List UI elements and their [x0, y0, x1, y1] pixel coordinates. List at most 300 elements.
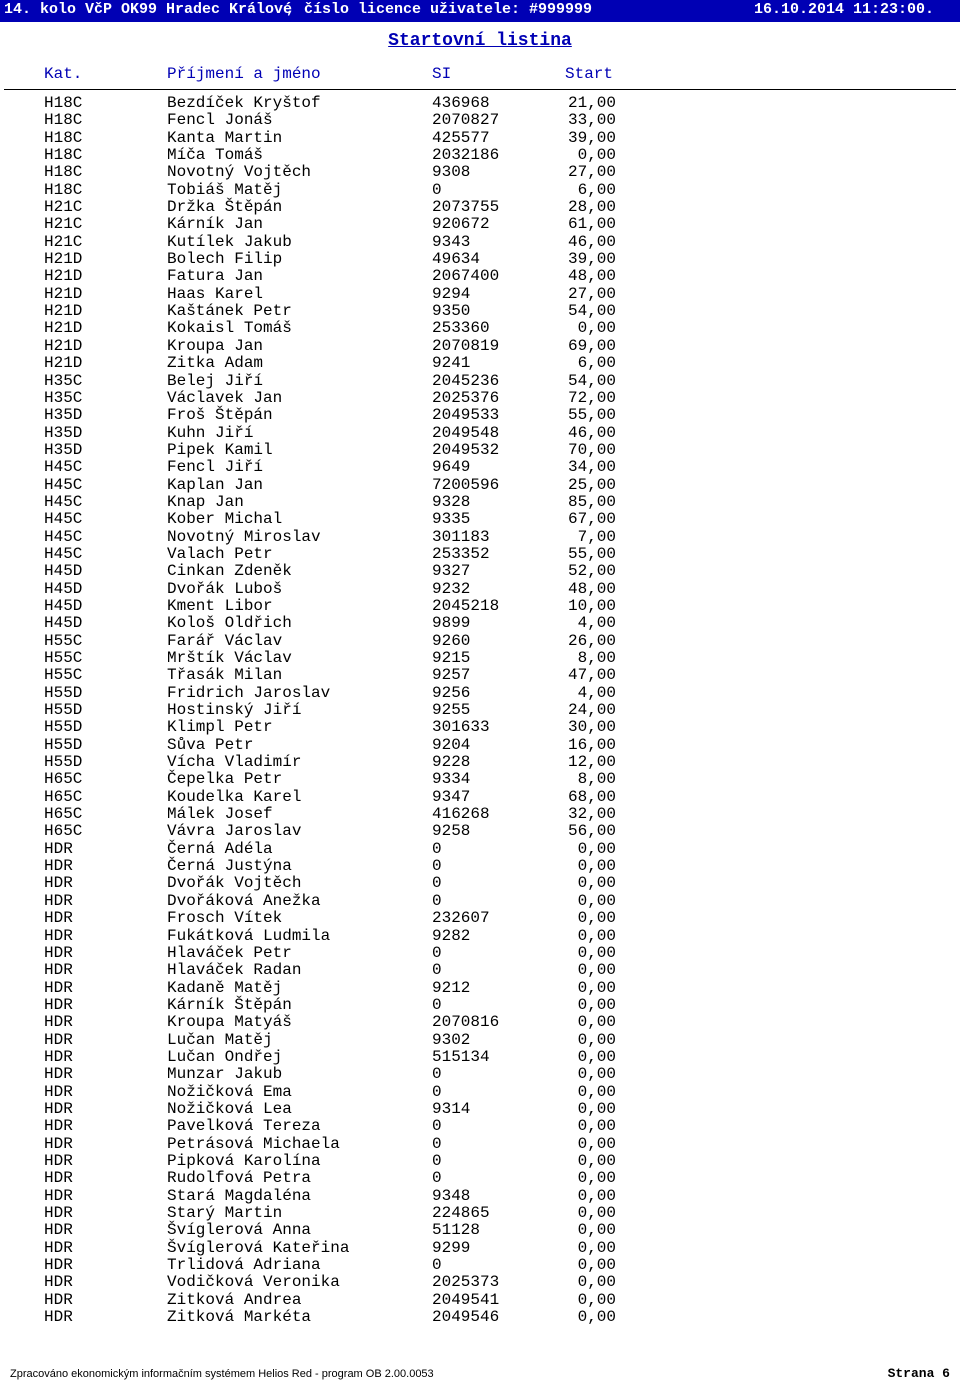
table-row: [0, 980, 960, 997]
table-row: [0, 320, 960, 337]
row-category: HDR: [44, 1030, 73, 1049]
row-start: 39,00: [567, 250, 616, 269]
table-row: [0, 1101, 960, 1118]
row-name: Novotný Vojtěch: [167, 163, 312, 182]
row-name: Kroupa Matyáš: [167, 1013, 292, 1032]
table-row: [0, 997, 960, 1014]
row-start: 0,00: [577, 909, 616, 928]
row-si: 2025376: [432, 388, 500, 407]
table-row: [0, 425, 960, 442]
row-start: 32,00: [567, 805, 616, 824]
row-si: 51128: [432, 1221, 481, 1240]
row-start: 70,00: [567, 440, 616, 459]
row-start: 0,00: [577, 1169, 616, 1188]
row-si: 9350: [432, 302, 471, 321]
column-header-name: Příjmení a jméno: [167, 65, 321, 83]
row-name: Kroupa Jan: [167, 336, 264, 355]
row-name: Trlidová Adriana: [167, 1256, 321, 1275]
row-si: 9334: [432, 770, 471, 789]
row-start: 0,00: [577, 1013, 616, 1032]
row-name: Rudolfová Petra: [167, 1169, 312, 1188]
row-si: 2045236: [432, 371, 500, 390]
table-row: [0, 1153, 960, 1170]
table-row: [0, 1274, 960, 1291]
event-name: 14. kolo VčP OK99 Hradec Králové: [4, 1, 293, 18]
row-si: 0: [432, 1082, 442, 1101]
row-si: 2067400: [432, 267, 500, 286]
table-row: [0, 841, 960, 858]
table-row: [0, 806, 960, 823]
row-start: 39,00: [567, 128, 616, 147]
row-name: Dvořák Luboš: [167, 579, 283, 598]
row-category: H45C: [44, 458, 83, 477]
table-row: [0, 95, 960, 112]
table-row: [0, 1049, 960, 1066]
row-name: Fridrich Jaroslav: [167, 683, 331, 702]
row-category: H18C: [44, 180, 83, 199]
row-start: 67,00: [567, 510, 616, 529]
table-row: [0, 1118, 960, 1135]
row-si: 9294: [432, 284, 471, 303]
row-start: 56,00: [567, 822, 616, 841]
row-si: 0: [432, 995, 442, 1014]
row-name: Dvořáková Anežka: [167, 891, 321, 910]
row-name: Fatura Jan: [167, 267, 264, 286]
row-name: Zitková Markéta: [167, 1308, 312, 1327]
table-row: [0, 771, 960, 788]
row-name: Nožičková Ema: [167, 1082, 292, 1101]
row-category: HDR: [44, 1256, 73, 1275]
row-category: H55C: [44, 649, 83, 667]
row-name: Kokaisl Tomáš: [167, 319, 292, 338]
row-start: 72,00: [567, 388, 616, 407]
row-start: 0,00: [577, 839, 616, 858]
row-name: Belej Jiří: [167, 371, 264, 390]
table-row: [0, 962, 960, 979]
report-header-bar: [0, 0, 960, 22]
row-name: Míča Tomáš: [167, 146, 264, 165]
row-si: 232607: [432, 909, 490, 928]
table-row: [0, 459, 960, 476]
row-start: 0,00: [577, 1099, 616, 1118]
row-start: 68,00: [567, 787, 616, 806]
row-si: 0: [432, 1151, 442, 1170]
row-start: 28,00: [567, 198, 616, 217]
row-si: 9343: [432, 232, 471, 251]
table-row: [0, 1032, 960, 1049]
row-name: Kuhn Jiří: [167, 423, 254, 442]
table-row: [0, 633, 960, 650]
row-category: HDR: [44, 1134, 73, 1153]
row-category: H55D: [44, 718, 83, 737]
row-start: 48,00: [567, 267, 616, 286]
row-start: 0,00: [577, 1082, 616, 1101]
row-si: 0: [432, 180, 442, 199]
row-name: Bezdíček Kryštof: [167, 94, 321, 112]
row-category: HDR: [44, 1151, 73, 1170]
row-category: H18C: [44, 111, 83, 130]
row-category: HDR: [44, 857, 73, 876]
row-si: 9282: [432, 926, 471, 945]
row-name: Málek Josef: [167, 805, 273, 824]
row-start: 12,00: [567, 753, 616, 772]
row-category: H21C: [44, 232, 83, 251]
table-row: [0, 910, 960, 927]
row-si: 2045218: [432, 596, 500, 615]
row-si: 9299: [432, 1238, 471, 1257]
row-start: 55,00: [567, 406, 616, 425]
table-row: [0, 355, 960, 372]
row-start: 0,00: [577, 319, 616, 338]
row-start: 0,00: [577, 1273, 616, 1292]
row-start: 48,00: [567, 579, 616, 598]
row-category: HDR: [44, 1221, 73, 1240]
table-row: [0, 303, 960, 320]
row-start: 0,00: [577, 1186, 616, 1205]
table-row: [0, 685, 960, 702]
row-si: 2070819: [432, 336, 500, 355]
row-category: HDR: [44, 978, 73, 997]
row-si: 9215: [432, 649, 471, 667]
row-name: Kadaně Matěj: [167, 978, 283, 997]
table-row: [0, 216, 960, 233]
table-row: [0, 1222, 960, 1239]
row-category: H55D: [44, 735, 83, 754]
row-category: HDR: [44, 1099, 73, 1118]
row-si: 9257: [432, 666, 471, 685]
row-name: Kment Libor: [167, 596, 273, 615]
row-category: HDR: [44, 1082, 73, 1101]
row-name: Kološ Oldřich: [167, 614, 292, 633]
row-start: 0,00: [577, 1204, 616, 1222]
row-start: 25,00: [567, 475, 616, 494]
row-name: Vodičková Veronika: [167, 1273, 340, 1292]
table-row: [0, 702, 960, 719]
row-start: 34,00: [567, 458, 616, 477]
row-category: HDR: [44, 874, 73, 893]
row-category: H45D: [44, 579, 83, 598]
row-si: 2032186: [432, 146, 500, 165]
row-name: Fukátková Ludmila: [167, 926, 331, 945]
row-category: HDR: [44, 839, 73, 858]
table-row: [0, 407, 960, 424]
row-start: 33,00: [567, 111, 616, 130]
table-row: [0, 182, 960, 199]
row-start: 4,00: [577, 683, 616, 702]
row-start: 8,00: [577, 770, 616, 789]
page-title: Startovní listina: [388, 31, 572, 51]
row-category: H21C: [44, 215, 83, 234]
row-si: 0: [432, 839, 442, 858]
row-name: Koudelka Karel: [167, 787, 302, 806]
table-row: [0, 928, 960, 945]
row-category: H55D: [44, 753, 83, 772]
row-start: 0,00: [577, 1308, 616, 1327]
row-name: Knap Jan: [167, 492, 244, 511]
row-category: H18C: [44, 146, 83, 165]
row-si: 0: [432, 1065, 442, 1084]
row-si: 2049546: [432, 1308, 500, 1327]
row-si: 9335: [432, 510, 471, 529]
row-start: 0,00: [577, 146, 616, 165]
row-si: 9258: [432, 822, 471, 841]
column-header-category: Kat.: [44, 65, 83, 83]
row-start: 8,00: [577, 649, 616, 667]
row-si: 2025373: [432, 1273, 500, 1292]
row-name: Hlaváček Petr: [167, 943, 292, 962]
row-si: 9649: [432, 458, 471, 477]
row-start: 0,00: [577, 1047, 616, 1066]
table-row: [0, 615, 960, 632]
row-start: 7,00: [577, 527, 616, 546]
row-si: 2070816: [432, 1013, 500, 1032]
row-category: H21D: [44, 302, 83, 321]
table-row: [0, 667, 960, 684]
table-row: [0, 875, 960, 892]
row-name: Kaštánek Petr: [167, 302, 292, 321]
row-name: Munzar Jakub: [167, 1065, 283, 1084]
row-name: Petrásová Michaela: [167, 1134, 340, 1153]
row-start: 0,00: [577, 1151, 616, 1170]
row-category: H45C: [44, 492, 83, 511]
row-name: Haas Karel: [167, 284, 264, 303]
row-start: 0,00: [577, 891, 616, 910]
row-name: Třasák Milan: [167, 666, 283, 685]
row-start: 52,00: [567, 562, 616, 581]
row-si: 0: [432, 943, 442, 962]
row-si: 0: [432, 1256, 442, 1275]
row-name: Pipek Kamil: [167, 440, 273, 459]
row-si: 9212: [432, 978, 471, 997]
row-si: 9328: [432, 492, 471, 511]
row-si: 9347: [432, 787, 471, 806]
table-row: [0, 1014, 960, 1031]
table-row: [0, 234, 960, 251]
row-category: HDR: [44, 1273, 73, 1292]
row-category: H65C: [44, 805, 83, 824]
row-name: Držka Štěpán: [167, 198, 283, 217]
row-start: 0,00: [577, 1238, 616, 1257]
row-name: Froš Štěpán: [167, 406, 273, 425]
table-row: [0, 199, 960, 216]
row-name: Švíglerová Kateřina: [167, 1238, 350, 1257]
row-category: HDR: [44, 891, 73, 910]
row-si: 2073755: [432, 198, 500, 217]
row-start: 0,00: [577, 926, 616, 945]
row-name: Kutílek Jakub: [167, 232, 292, 251]
row-si: 920672: [432, 215, 490, 234]
row-start: 46,00: [567, 423, 616, 442]
row-start: 21,00: [567, 94, 616, 112]
row-category: H35D: [44, 440, 83, 459]
table-row: [0, 737, 960, 754]
table-row: [0, 390, 960, 407]
row-start: 0,00: [577, 1134, 616, 1153]
row-si: 301183: [432, 527, 490, 546]
row-start: 27,00: [567, 163, 616, 182]
row-si: 9228: [432, 753, 471, 772]
row-name: Hlaváček Radan: [167, 961, 302, 980]
table-row: [0, 823, 960, 840]
row-category: H65C: [44, 822, 83, 841]
row-category: HDR: [44, 909, 73, 928]
row-si: 224865: [432, 1204, 490, 1222]
row-category: H55D: [44, 701, 83, 720]
row-name: Černá Adéla: [167, 839, 273, 858]
row-category: HDR: [44, 1186, 73, 1205]
table-row: [0, 719, 960, 736]
row-si: 9308: [432, 163, 471, 182]
row-category: H35D: [44, 423, 83, 442]
row-name: Dvořák Vojtěch: [167, 874, 302, 893]
table-row: [0, 130, 960, 147]
table-row: [0, 373, 960, 390]
row-start: 0,00: [577, 1256, 616, 1275]
row-start: 0,00: [577, 1030, 616, 1049]
row-category: H21D: [44, 267, 83, 286]
table-row: [0, 945, 960, 962]
row-si: 0: [432, 874, 442, 893]
row-si: 9241: [432, 354, 471, 373]
table-row: [0, 338, 960, 355]
row-start: 0,00: [577, 1065, 616, 1084]
page-number: Strana 6: [887, 1366, 950, 1381]
table-row: [0, 112, 960, 129]
table-row: [0, 754, 960, 771]
row-name: Vícha Vladimír: [167, 753, 302, 772]
row-category: HDR: [44, 1308, 73, 1327]
row-si: 253360: [432, 319, 490, 338]
row-name: Lučan Ondřej: [167, 1047, 283, 1066]
row-name: Nožičková Lea: [167, 1099, 292, 1118]
table-row: [0, 147, 960, 164]
row-name: Klimpl Petr: [167, 718, 273, 737]
row-si: 9260: [432, 631, 471, 650]
row-category: H45D: [44, 596, 83, 615]
row-start: 30,00: [567, 718, 616, 737]
row-si: 9204: [432, 735, 471, 754]
row-si: 0: [432, 1169, 442, 1188]
row-name: Valach Petr: [167, 544, 273, 563]
start-list-table: [0, 95, 960, 1326]
row-si: 49634: [432, 250, 481, 269]
row-category: H45D: [44, 562, 83, 581]
table-row: [0, 442, 960, 459]
row-category: HDR: [44, 1238, 73, 1257]
row-category: H55D: [44, 683, 83, 702]
row-name: Čepelka Petr: [167, 770, 283, 789]
row-start: 46,00: [567, 232, 616, 251]
row-category: H65C: [44, 787, 83, 806]
row-si: 7200596: [432, 475, 500, 494]
row-si: 436968: [432, 94, 490, 112]
row-name: Farář Václav: [167, 631, 283, 650]
row-name: Cinkan Zdeněk: [167, 562, 292, 581]
row-start: 0,00: [577, 1117, 616, 1136]
row-category: H45C: [44, 544, 83, 563]
row-start: 61,00: [567, 215, 616, 234]
row-name: Vávra Jaroslav: [167, 822, 302, 841]
row-category: H18C: [44, 163, 83, 182]
table-row: [0, 494, 960, 511]
row-si: 2049533: [432, 406, 500, 425]
row-name: Václavek Jan: [167, 388, 283, 407]
row-category: H55C: [44, 666, 83, 685]
table-row: [0, 598, 960, 615]
table-row: [0, 1205, 960, 1222]
row-si: 2049532: [432, 440, 500, 459]
row-si: 9327: [432, 562, 471, 581]
row-category: H45D: [44, 614, 83, 633]
table-row: [0, 511, 960, 528]
row-start: 54,00: [567, 371, 616, 390]
row-category: HDR: [44, 961, 73, 980]
row-name: Fencl Jonáš: [167, 111, 273, 130]
table-row: [0, 546, 960, 563]
table-row: [0, 268, 960, 285]
row-start: 85,00: [567, 492, 616, 511]
row-start: 24,00: [567, 701, 616, 720]
table-row: [0, 1084, 960, 1101]
license-info: , číslo licence uživatele: #999999: [286, 1, 593, 18]
row-start: 26,00: [567, 631, 616, 650]
row-category: HDR: [44, 1290, 73, 1309]
row-name: Kárník Štěpán: [167, 995, 292, 1014]
row-name: Fencl Jiří: [167, 458, 264, 477]
table-row: [0, 1188, 960, 1205]
table-row: [0, 1257, 960, 1274]
table-row: [0, 581, 960, 598]
row-si: 2070827: [432, 111, 500, 130]
table-row: [0, 251, 960, 268]
row-name: Švíglerová Anna: [167, 1221, 312, 1240]
row-start: 0,00: [577, 1290, 616, 1309]
row-si: 0: [432, 1117, 442, 1136]
row-name: Novotný Miroslav: [167, 527, 321, 546]
row-si: 253352: [432, 544, 490, 563]
row-category: H21D: [44, 284, 83, 303]
row-category: HDR: [44, 943, 73, 962]
row-start: 0,00: [577, 857, 616, 876]
row-category: H45C: [44, 510, 83, 529]
row-category: H21D: [44, 250, 83, 269]
row-start: 0,00: [577, 978, 616, 997]
row-name: Lučan Matěj: [167, 1030, 273, 1049]
table-row: [0, 1136, 960, 1153]
row-start: 69,00: [567, 336, 616, 355]
table-row: [0, 529, 960, 546]
table-row: [0, 286, 960, 303]
row-name: Kaplan Jan: [167, 475, 264, 494]
row-name: Černá Justýna: [167, 857, 292, 876]
row-name: Sůva Petr: [167, 735, 254, 754]
row-start: 0,00: [577, 874, 616, 893]
row-category: HDR: [44, 1013, 73, 1032]
row-category: H65C: [44, 770, 83, 789]
row-si: 425577: [432, 128, 490, 147]
row-start: 0,00: [577, 961, 616, 980]
row-si: 301633: [432, 718, 490, 737]
row-category: H35C: [44, 388, 83, 407]
row-start: 0,00: [577, 995, 616, 1014]
row-si: 0: [432, 961, 442, 980]
row-si: 416268: [432, 805, 490, 824]
row-category: H55C: [44, 631, 83, 650]
row-name: Zitková Andrea: [167, 1290, 302, 1309]
row-si: 2049548: [432, 423, 500, 442]
table-row: [0, 650, 960, 667]
column-header-start: Start: [565, 65, 614, 83]
